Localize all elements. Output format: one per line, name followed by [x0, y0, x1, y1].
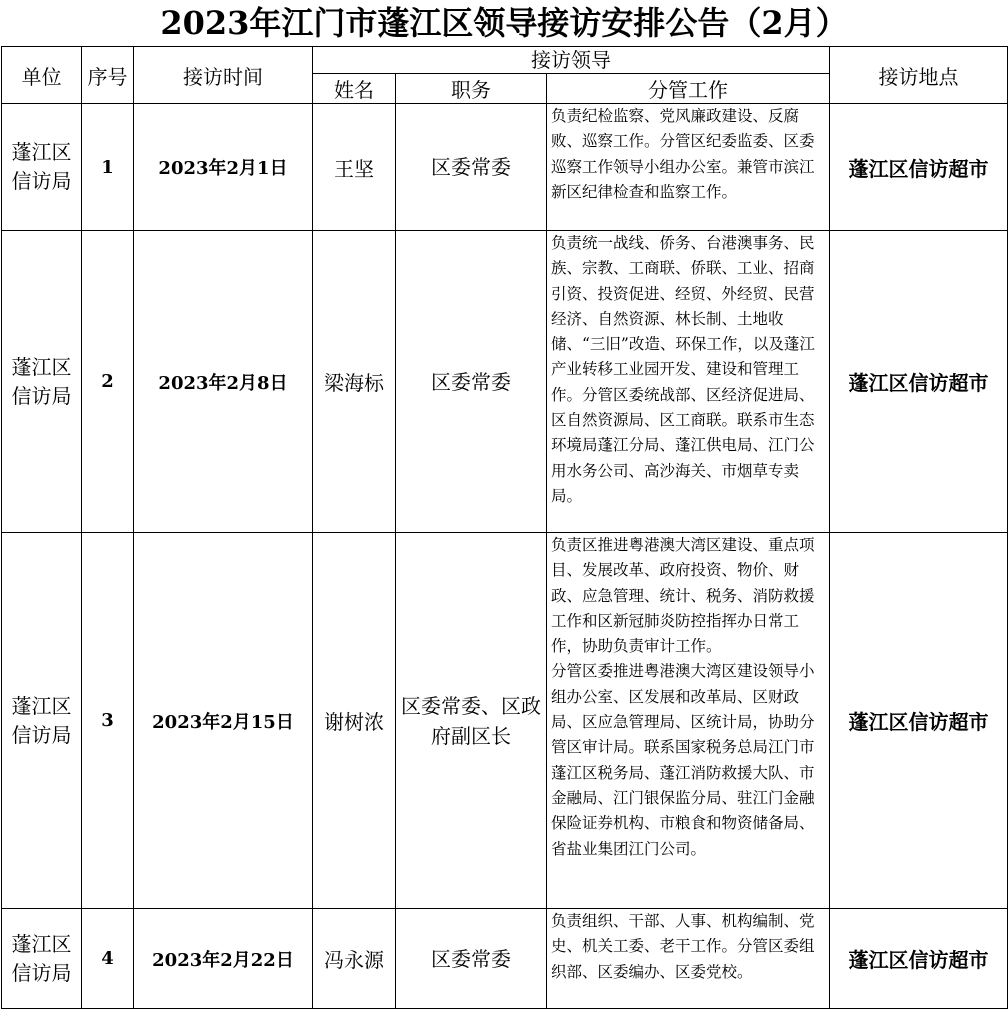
- date-cell: 2023年2月8日: [134, 231, 313, 533]
- leader-name-cell: 梁海标: [313, 231, 396, 533]
- leader-post-cell: 区委常委、区政府副区长: [396, 533, 547, 909]
- leader-post-cell: 区委常委: [396, 909, 547, 1009]
- place-cell: 蓬江区信访超市: [830, 533, 1008, 909]
- duty-cell: [547, 533, 830, 909]
- page-title: 2023年江门市蓬江区领导接访安排公告（2月）: [160, 4, 848, 42]
- seq-cell: 4: [82, 909, 134, 1009]
- leader-post-cell: 区委常委: [396, 104, 547, 231]
- header-place: 接访地点: [830, 47, 1008, 104]
- header-time: 接访时间: [134, 47, 313, 104]
- duty-text: 负责区推进粤港澳大湾区建设、重点项目、发展改革、政府投资、物价、财政、应急管理、统计、税务、消防救援工作和区新冠肺炎防控指挥办日常工作，协助负责审计工作。: [551, 536, 815, 656]
- leader-name-cell: 冯永源: [313, 909, 396, 1009]
- duty-cell: [547, 231, 830, 533]
- unit-cell: 蓬江区信访局: [2, 104, 82, 231]
- place-cell: 蓬江区信访超市: [830, 104, 1008, 231]
- table-row: [2, 533, 1008, 909]
- seq-cell: 2: [82, 231, 134, 533]
- header-post: 职务: [396, 74, 547, 104]
- date-cell: 2023年2月15日: [134, 533, 313, 909]
- unit-cell: 蓬江区信访局: [2, 231, 82, 533]
- date-cell: 2023年2月22日: [134, 909, 313, 1009]
- header-name: 姓名: [313, 74, 396, 104]
- duty-text: 负责组织、干部、人事、机构编制、党史、机关工委、老干工作。分管区委组织部、区委编办、区委党校。: [551, 912, 815, 981]
- leader-name-cell: 谢树浓: [313, 533, 396, 909]
- unit-cell: 蓬江区信访局: [2, 533, 82, 909]
- duty-text: 负责统一战线、侨务、台港澳事务、民族、宗教、工商联、侨联、工业、招商引资、投资促进、经贸、外经贸、民营经济、自然资源、林长制、土地收储、“三旧”改造、环保工作，以及蓬江产业转移工业园开发、建设和管理工作。分管区委统战部、区经济促进局、区自然资源局、区工商联。联系市生态环境局蓬江分局、蓬江供电局、江门公用水务公司、高沙海关、市烟草专卖局。: [551, 234, 815, 505]
- duty-text-continued: 分管区委推进粤港澳大湾区建设领导小组办公室、区发展和改革局、区财政局、区应急管理局、区统计局，协助分管区审计局。联系国家税务总局江门市蓬江区税务局、蓬江消防救援大队、市金融局、江门银保监分局、驻江门金融保险证券机构、市粮食和物资储备局、省盐业集团江门公司。: [551, 662, 815, 858]
- place-cell: 蓬江区信访超市: [830, 909, 1008, 1009]
- unit-cell: 蓬江区信访局: [2, 909, 82, 1009]
- seq-cell: 1: [82, 104, 134, 231]
- leader-post-cell: 区委常委: [396, 231, 547, 533]
- duty-cell: [547, 909, 830, 1009]
- duty-cell: [547, 104, 830, 231]
- duty-text: 负责纪检监察、党风廉政建设、反腐败、巡察工作。分管区纪委监委、区委巡察工作领导小组办公室。兼管市滨江新区纪律检查和监察工作。: [551, 107, 815, 201]
- table-row: [2, 104, 1008, 231]
- date-cell: 2023年2月1日: [134, 104, 313, 231]
- leader-name-cell: 王坚: [313, 104, 396, 231]
- seq-cell: 3: [82, 533, 134, 909]
- header-duty: 分管工作: [547, 74, 830, 104]
- table-row: [2, 909, 1008, 1009]
- place-cell: 蓬江区信访超市: [830, 231, 1008, 533]
- header-unit: 单位: [2, 47, 82, 104]
- schedule-table: [1, 46, 1008, 1009]
- header-leader: 接访领导: [313, 47, 830, 74]
- header-seq: 序号: [82, 47, 134, 104]
- table-row: [2, 231, 1008, 533]
